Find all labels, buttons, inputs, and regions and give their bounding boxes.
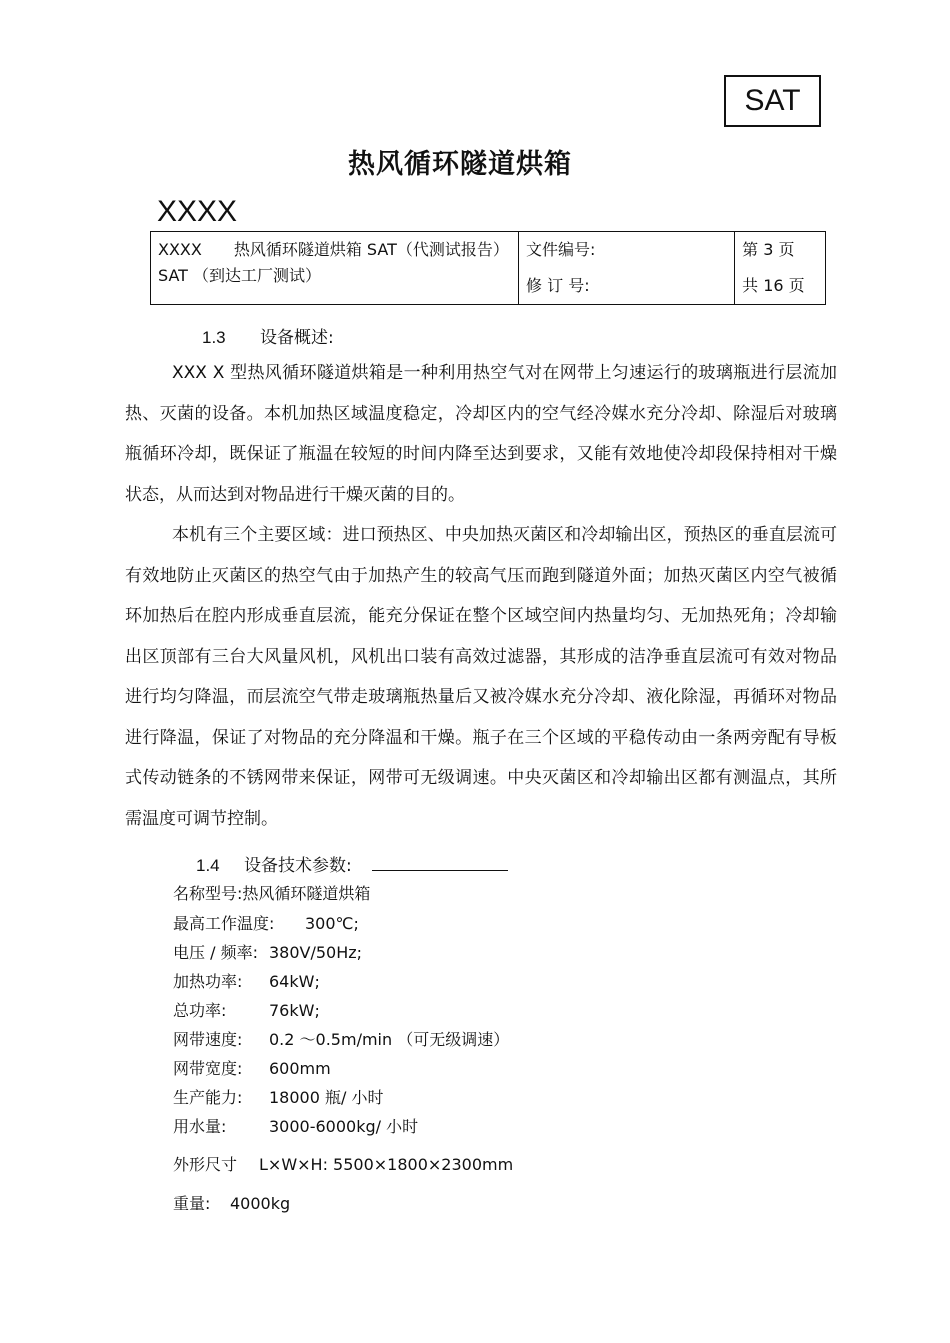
- spec-value: 3000-6000kg/ 小时: [269, 1117, 419, 1136]
- spec-item-model: [173, 881, 370, 904]
- overview-paragraph-1: XXX X 型热风循环隧道烘箱是一种利用热空气对在网带上匀速运行的玻璃瓶进行层流加热、灭菌的设备。本机加热区域温度稳定，冷却区内的空气经冷媒水充分冷却、除湿后对玻璃瓶循环冷却，既保证了瓶温在较短的时间内降至达到要求，又能有效地使冷却段保持相对干燥状态，从而达到对物品进行干燥灭菌的目的。: [125, 363, 837, 505]
- spec-value: 380V/50Hz;: [269, 943, 363, 962]
- spec-label: 外形尺寸: [173, 1155, 238, 1174]
- spec-value: L×W×H: 5500×1800×2300mm: [259, 1155, 514, 1174]
- section-1-4-heading: [196, 851, 508, 876]
- spec-value: 76kW;: [269, 1001, 320, 1020]
- spec-item-capacity: [173, 1085, 383, 1108]
- spec-item-voltage: [173, 940, 362, 963]
- spec-label: 重量:: [173, 1194, 211, 1213]
- section-number: 1.3: [202, 328, 226, 347]
- header-revision: 修 订 号:: [519, 268, 735, 305]
- spec-value: 4000kg: [230, 1194, 291, 1213]
- section-1-3-heading: [202, 323, 334, 348]
- spec-item-belt-width: [173, 1056, 331, 1079]
- company-name: XXXX: [157, 195, 238, 228]
- sat-stamp-text: SAT: [744, 84, 801, 117]
- section-title: 设备技术参数:: [244, 856, 352, 876]
- spec-item-water-usage: [173, 1114, 418, 1137]
- header-doc-title: XXXX 热风循环隧道烘箱 SAT（代测试报告）SAT （到达工厂测试）: [151, 232, 519, 305]
- header-file-no: 文件编号:: [519, 232, 735, 269]
- spec-item-weight: [173, 1191, 290, 1214]
- sat-stamp-box: [724, 75, 821, 127]
- fill-in-blank-line: [372, 856, 508, 871]
- spec-value: 热风循环隧道烘箱: [242, 884, 371, 903]
- spec-item-dimensions: [173, 1152, 513, 1175]
- spec-label: 网带速度:: [173, 1030, 243, 1049]
- header-total-pages: 共 16 页: [735, 268, 826, 305]
- overview-paragraph-2: 本机有三个主要区域：进口预热区、中央加热灭菌区和冷却输出区，预热区的垂直层流可有效地防止灭菌区的热空气由于加热产生的较高气压而跑到隧道外面；加热灭菌区内空气被循环加热后在腔内形成垂直层流，能充分保证在整个区域空间内热量均匀、无加热死角；冷却输出区顶部有三台大风量风机，风机出口装有高效过滤器，其形成的洁净垂直层流可有效对物品进行均匀降温，而层流空气带走玻璃瓶热量后又被冷媒水充分冷却、液化除湿，再循环对物品进行降温，保证了对物品的充分降温和干燥。瓶子在三个区域的平稳传动由一条两旁配有导板式传动链条的不锈网带来保证，网带可无级调速。中央灭菌区和冷却输出区都有测温点，其所需温度可调节控制。: [125, 525, 837, 829]
- section-title: 设备概述:: [260, 328, 334, 348]
- spec-item-belt-speed: [173, 1027, 509, 1050]
- header-table: [150, 231, 826, 305]
- spec-item-max-temp: [173, 911, 359, 934]
- spec-label: 生产能力:: [173, 1088, 243, 1107]
- spec-label: 名称型号:: [173, 884, 243, 903]
- spec-label: 加热功率:: [173, 972, 243, 991]
- spec-label: 用水量:: [173, 1117, 227, 1136]
- header-page: 第 3 页: [735, 232, 826, 269]
- spec-item-total-power: [173, 998, 320, 1021]
- spec-label: 最高工作温度:: [173, 914, 275, 933]
- spec-value: 600mm: [269, 1059, 331, 1078]
- spec-value: 18000 瓶/ 小时: [269, 1088, 384, 1107]
- spec-value: 300℃;: [305, 914, 359, 933]
- document-title: 热风循环隧道烘箱: [348, 149, 572, 180]
- spec-label: 电压 / 频率:: [173, 943, 258, 962]
- section-number: 1.4: [196, 856, 220, 875]
- spec-label: 网带宽度:: [173, 1059, 243, 1078]
- spec-value: 64kW;: [269, 972, 320, 991]
- spec-item-heating-power: [173, 969, 320, 992]
- spec-value: 0.2 ～0.5m/min （可无级调速）: [269, 1030, 510, 1049]
- spec-label: 总功率:: [173, 1001, 227, 1020]
